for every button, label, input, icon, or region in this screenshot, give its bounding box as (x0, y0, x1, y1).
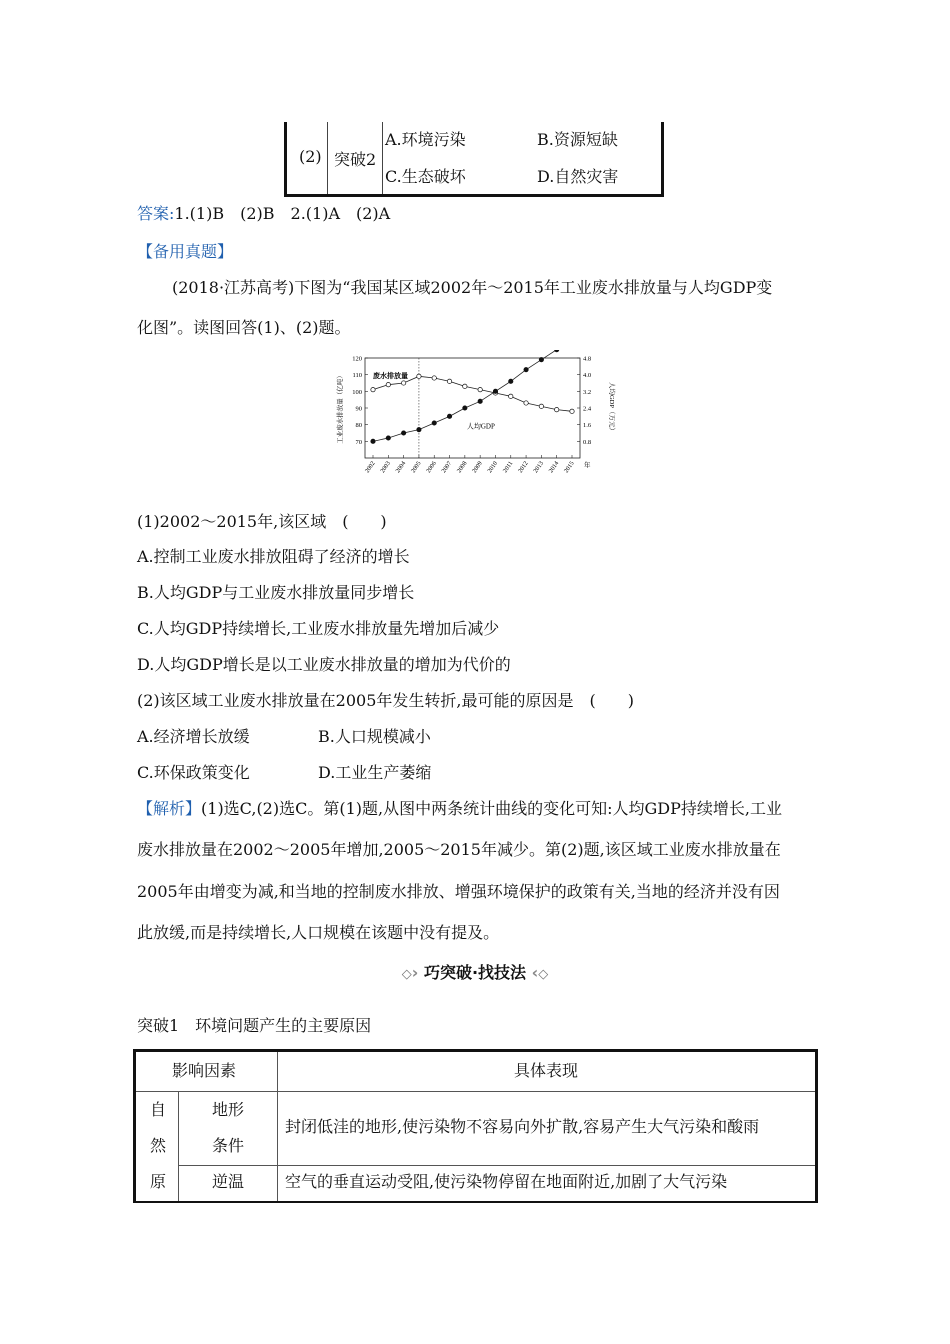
option-b: B.资源短缺 (537, 130, 618, 149)
q1-option-a: A.控制工业废水排放阻碍了经济的增长 (137, 547, 410, 566)
answer-line (137, 204, 390, 224)
causes-table (133, 1049, 818, 1203)
series-label-wastewater: 废水排放量 (373, 372, 408, 380)
wastewater-point (401, 381, 405, 385)
wastewater-point (539, 404, 543, 408)
gdp-point (432, 421, 436, 425)
y-right-tick-label: 3.2 (583, 388, 592, 396)
x-tick-label: 2007 (440, 460, 454, 475)
x-tick-label: 2003 (379, 460, 392, 475)
q2-stem: (2)该区域工业废水排放量在2005年发生转折,最可能的原因是 ( ) (137, 691, 634, 710)
gdp-point (539, 357, 543, 361)
analysis-line-2: 废水排放量在2002～2005年增加,2005～2015年减少。第(2)题,该区域工业废水排放量在 (137, 840, 781, 859)
factor-terrain-a: 地形 (212, 1100, 245, 1119)
q1-option-b: B.人均GDP与工业废水排放量同步增长 (137, 583, 415, 602)
header-detail: 具体表现 (514, 1061, 579, 1080)
gdp-point (554, 350, 558, 352)
x-tick-label: 2009 (470, 460, 484, 475)
wastewater-point (371, 387, 375, 391)
wastewater-point (509, 394, 513, 398)
wastewater-point (478, 387, 482, 391)
analysis-text-1: (1)选C,(2)选C。第(1)题,从图中两条统计曲线的变化可知:人均GDP持续增长,工业 (201, 799, 782, 818)
col-divider (277, 1052, 278, 1201)
y-left-tick-label: 100 (352, 388, 362, 396)
y-right-tick-label: 4.8 (583, 355, 592, 363)
analysis-label: 【解析】 (137, 799, 202, 818)
wastewater-point (432, 376, 436, 380)
intro-line-2: 化图”。读图回答(1)、(2)题。 (137, 318, 351, 337)
x-tick-label: 2013 (532, 460, 546, 475)
q1-option-c: C.人均GDP持续增长,工业废水排放量先增加后减少 (137, 619, 500, 638)
wastewater-point (570, 409, 574, 413)
gdp-point (478, 399, 482, 403)
section-title-text: 巧突破·找技法 (423, 963, 527, 982)
x-tick-label: 2006 (425, 460, 438, 475)
x-tick-label: 2008 (455, 460, 469, 475)
section-title: ◇› 巧突破·找技法 ‹◇ (401, 963, 549, 982)
q1-stem: (1)2002～2015年,该区域 ( ) (137, 512, 387, 531)
x-tick-label: 2010 (486, 460, 500, 475)
x-unit-label: 年 (584, 462, 591, 469)
q2-option-c: C.环保政策变化 (137, 763, 250, 782)
y-left-axis-label: 工业废水排放量（亿吨） (337, 372, 344, 444)
y-right-tick-label: 0.8 (583, 438, 592, 446)
option-d: D.自然灾害 (537, 167, 619, 186)
x-tick-label: 2012 (516, 460, 530, 475)
wastewater-point (524, 401, 528, 405)
y-left-tick-label: 70 (355, 438, 362, 446)
header-factor: 影响因素 (172, 1061, 237, 1080)
answer-text: 1.(1)B (2)B 2.(1)A (2)A (174, 204, 391, 223)
analysis-line-3: 2005年由增变为减,和当地的控制废水排放、增强环境保护的政策有关,当地的经济并没有因 (137, 882, 780, 901)
breakthrough-label: 突破2 (334, 150, 377, 169)
backup-heading: 【备用真题】 (137, 242, 234, 261)
q1-option-d: D.人均GDP增长是以工业废水排放量的增加为代价的 (137, 655, 511, 674)
wastewater-gdp-chart (330, 350, 620, 490)
analysis-line-4: 此放缓,而是持续增长,人口规模在该题中没有提及。 (137, 923, 500, 942)
row-divider (178, 1165, 815, 1166)
wastewater-point (386, 382, 390, 386)
x-tick-label: 2002 (363, 460, 377, 475)
x-tick-label: 2014 (547, 460, 561, 475)
q2-option-d: D.工业生产萎缩 (318, 763, 432, 782)
table-divider (327, 122, 328, 194)
factor-inversion: 逆温 (212, 1172, 245, 1191)
x-tick-label: 2004 (394, 460, 408, 475)
y-left-tick-label: 90 (355, 405, 362, 413)
x-tick-label: 2015 (562, 460, 576, 475)
gdp-point (417, 427, 421, 431)
gdp-point (493, 389, 497, 393)
y-left-tick-label: 120 (352, 355, 362, 363)
top-option-table (284, 122, 664, 197)
gdp-point (524, 367, 528, 371)
gdp-point (371, 439, 375, 443)
col-divider (178, 1091, 179, 1201)
question-number: (2) (299, 147, 322, 166)
intro-line-1: (2018·江苏高考)下图为“我国某区域2002年～2015年工业废水排放量与人均GDP变 (172, 278, 773, 297)
wastewater-point (463, 384, 467, 388)
x-tick-label: 2005 (409, 460, 423, 475)
gdp-point (463, 406, 467, 410)
option-c: C.生态破坏 (385, 167, 466, 186)
table-divider (382, 122, 383, 194)
y-left-tick-label: 110 (352, 372, 362, 380)
q2-option-b: B.人口规模减小 (318, 727, 431, 746)
series-label-gdp: 人均GDP (466, 422, 495, 431)
row-divider (136, 1091, 815, 1092)
gdp-point (401, 431, 405, 435)
category-char: 原 (150, 1172, 167, 1191)
analysis-line-1 (137, 799, 782, 819)
gdp-point (386, 436, 390, 440)
terrain-detail: 封闭低洼的地形,使污染物不容易向外扩散,容易产生大气污染和酸雨 (285, 1117, 760, 1136)
chart-labels (335, 371, 617, 444)
gdp-point (447, 414, 451, 418)
category-char: 自 (150, 1100, 167, 1119)
y-right-axis-label: 人均GDP（万元） (608, 381, 615, 435)
decor-left-icon: ◇ (401, 967, 412, 982)
y-right-tick-label: 2.4 (583, 405, 592, 413)
option-a: A.环境污染 (385, 130, 466, 149)
breakthrough-1-title: 突破1 环境问题产生的主要原因 (137, 1016, 372, 1035)
wastewater-point (554, 407, 558, 411)
wastewater-point (417, 374, 421, 378)
gdp-point (509, 379, 513, 383)
category-char: 然 (150, 1136, 167, 1155)
y-right-tick-label: 1.6 (583, 422, 592, 430)
q2-option-a: A.经济增长放缓 (137, 727, 250, 746)
decor-right-icon: ◇ (538, 967, 549, 982)
x-tick-label: 2011 (501, 460, 515, 475)
wastewater-point (447, 379, 451, 383)
inversion-detail: 空气的垂直运动受阻,使污染物停留在地面附近,加剧了大气污染 (285, 1172, 728, 1191)
factor-terrain-b: 条件 (212, 1136, 245, 1155)
y-left-tick-label: 80 (355, 422, 362, 430)
answer-label: 答案: (137, 204, 175, 223)
y-right-tick-label: 4.0 (583, 372, 592, 380)
